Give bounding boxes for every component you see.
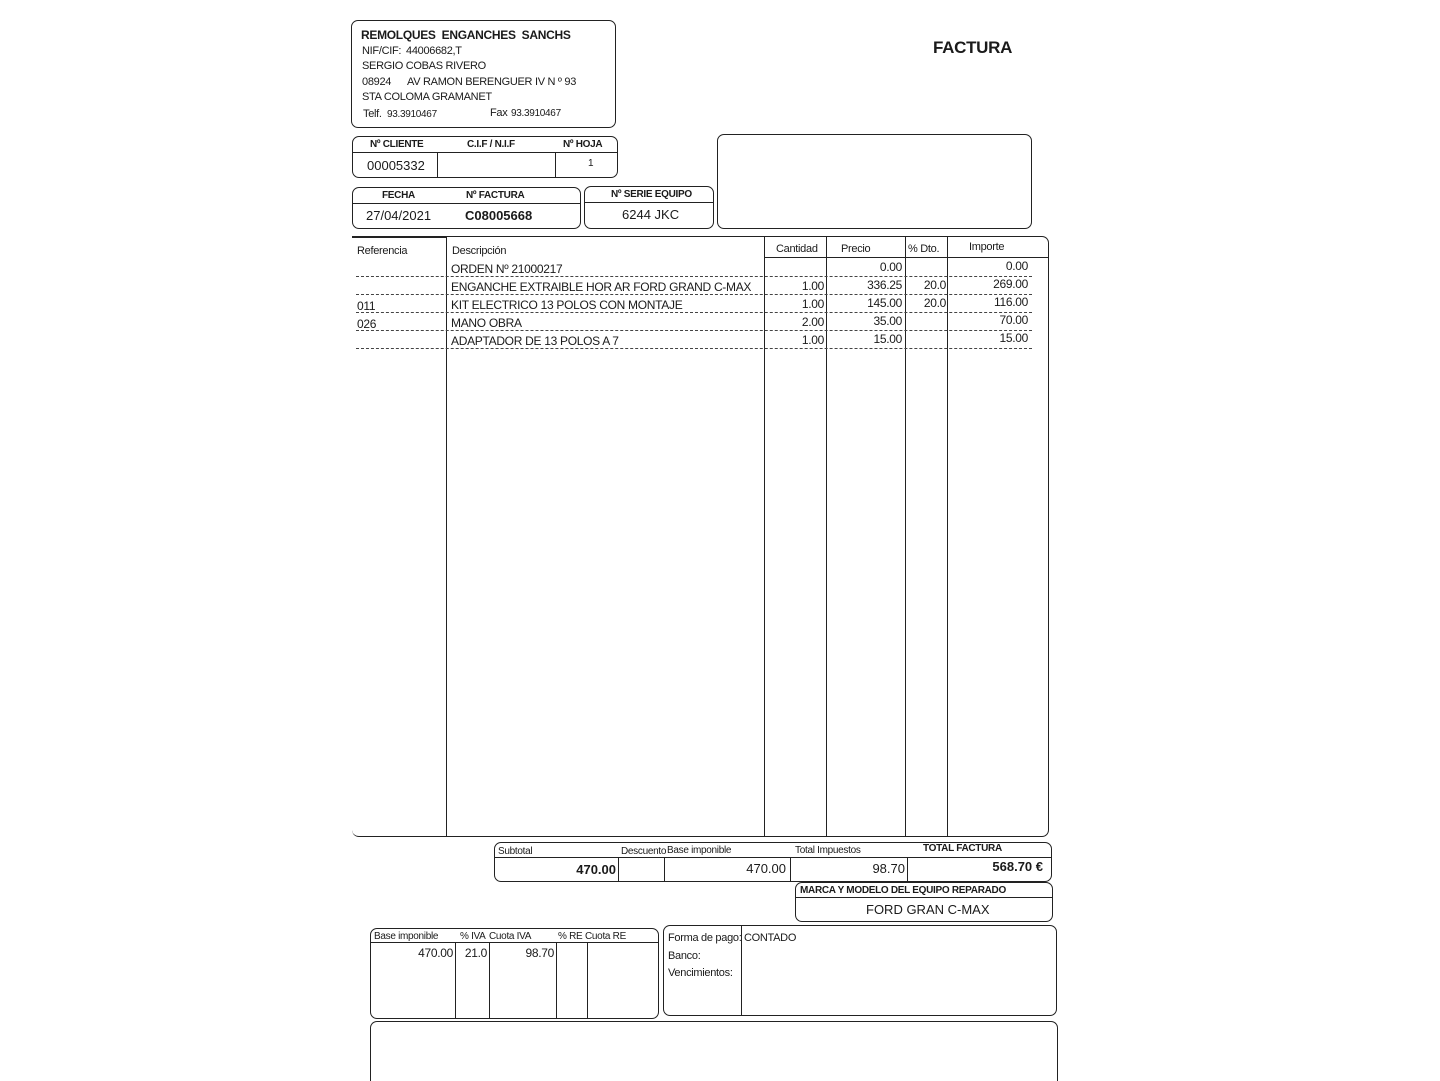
row-separator bbox=[356, 348, 1032, 349]
vat-col-line bbox=[587, 942, 588, 1018]
row-separator bbox=[356, 294, 1032, 295]
subtotal-value: 470.00 bbox=[576, 862, 616, 877]
company-postal-code: 08924 bbox=[362, 76, 392, 88]
row-price: 336.25 bbox=[867, 278, 902, 292]
total-label: TOTAL FACTURA bbox=[923, 843, 1002, 854]
row-desc: ENGANCHE EXTRAIBLE HOR AR FORD GRAND C-MAX bbox=[451, 280, 752, 294]
row-price: 15.00 bbox=[873, 332, 902, 346]
header-desc: Descripción bbox=[452, 245, 507, 257]
client-divider bbox=[353, 152, 617, 153]
totals-divider bbox=[495, 857, 1051, 858]
table-header-top bbox=[352, 237, 446, 238]
header-price: Precio bbox=[841, 243, 871, 255]
table-header-divider bbox=[764, 257, 1048, 258]
row-qty: 1.00 bbox=[801, 333, 824, 347]
row-ref: 011 bbox=[357, 299, 376, 313]
vat-divider bbox=[371, 942, 658, 943]
company-name: REMOLQUES ENGANCHES SANCHS bbox=[361, 28, 571, 42]
invoice-date: 27/04/2021 bbox=[366, 208, 432, 223]
header-ref: Referencia bbox=[357, 245, 408, 257]
totals-col-line bbox=[790, 857, 791, 881]
vat-re-amt-label: Cuota RE bbox=[585, 931, 626, 942]
total-value: 568.70 € bbox=[992, 859, 1043, 874]
model-divider bbox=[796, 897, 1052, 898]
serial-divider bbox=[585, 202, 713, 203]
company-tel-label: Telf. bbox=[363, 108, 382, 120]
client-sheet: 1 bbox=[588, 158, 594, 169]
row-price: 35.00 bbox=[873, 314, 902, 328]
vat-iva-pct-label: % IVA bbox=[460, 931, 486, 942]
payment-method-label: Forma de pago: bbox=[668, 932, 742, 944]
invoice-number: C08005668 bbox=[465, 208, 533, 223]
client-num: 00005332 bbox=[367, 158, 425, 173]
invoice-number-label: Nº FACTURA bbox=[466, 190, 525, 201]
client-num-label: Nº CLIENTE bbox=[370, 139, 424, 150]
tax-label: Total Impuestos bbox=[795, 845, 861, 856]
payment-due-label: Vencimientos: bbox=[668, 967, 733, 979]
row-separator bbox=[356, 276, 1032, 277]
header-amount: Importe bbox=[969, 241, 1005, 253]
client-sheet-label: Nº HOJA bbox=[563, 139, 603, 150]
payment-bank-label: Banco: bbox=[668, 950, 701, 962]
table-col-line bbox=[826, 237, 827, 836]
totals-col-line bbox=[907, 857, 908, 881]
totals-col-line bbox=[618, 857, 619, 881]
row-desc: KIT ELECTRICO 13 POLOS CON MONTAJE bbox=[451, 298, 683, 312]
row-disc: 20.0 bbox=[923, 278, 946, 292]
vat-iva-amt-value: 98.70 bbox=[525, 946, 554, 960]
vat-col-line bbox=[489, 942, 490, 1018]
vat-re-pct-label: % RE bbox=[558, 931, 583, 942]
row-amount: 116.00 bbox=[993, 295, 1028, 309]
row-qty: 1.00 bbox=[801, 297, 824, 311]
row-ref: 026 bbox=[357, 317, 377, 331]
table-col-line bbox=[905, 237, 906, 836]
table-col-line bbox=[764, 237, 765, 836]
client-col-line bbox=[555, 152, 556, 178]
client-cif-label: C.I.F / N.I.F bbox=[467, 139, 515, 150]
base-label: Base imponible bbox=[667, 845, 732, 856]
row-price: 0.00 bbox=[879, 260, 902, 274]
row-amount: 269.00 bbox=[993, 277, 1028, 291]
totals-col-line bbox=[664, 857, 665, 881]
vat-iva-amt-label: Cuota IVA bbox=[489, 931, 532, 942]
row-qty: 2.00 bbox=[801, 315, 824, 329]
invoice-date-label: FECHA bbox=[382, 190, 415, 201]
row-separator bbox=[356, 312, 1032, 313]
row-price: 145.00 bbox=[867, 296, 902, 310]
company-fax: 93.3910467 bbox=[511, 108, 561, 119]
row-desc: ADAPTADOR DE 13 POLOS A 7 bbox=[451, 334, 619, 348]
header-qty: Cantidad bbox=[776, 243, 818, 255]
model-label: MARCA Y MODELO DEL EQUIPO REPARADO bbox=[800, 885, 1006, 896]
row-desc: MANO OBRA bbox=[451, 316, 522, 330]
subtotal-label: Subtotal bbox=[498, 846, 533, 857]
vat-base-value: 470.00 bbox=[418, 946, 453, 960]
serial-value: 6244 JKC bbox=[622, 207, 680, 222]
table-col-line bbox=[947, 237, 948, 836]
company-nif: 44006682,T bbox=[406, 45, 462, 57]
row-qty: 1.00 bbox=[801, 279, 824, 293]
client-col-line bbox=[437, 152, 438, 178]
company-street: AV RAMON BERENGUER IV N º 93 bbox=[407, 76, 577, 88]
base-value: 470.00 bbox=[746, 861, 786, 876]
company-owner: SERGIO COBAS RIVERO bbox=[362, 60, 486, 72]
vat-col-line bbox=[455, 942, 456, 1018]
company-nif-label: NIF/CIF: bbox=[362, 45, 402, 57]
vat-iva-pct-value: 21.0 bbox=[464, 946, 487, 960]
payment-method-value: CONTADO bbox=[744, 932, 797, 944]
vat-col-line bbox=[556, 942, 557, 1018]
discount-label: Descuento bbox=[621, 846, 667, 857]
document-title: FACTURA bbox=[933, 38, 1013, 57]
vat-base-label: Base imponible bbox=[374, 931, 439, 942]
model-value: FORD GRAN C-MAX bbox=[866, 902, 990, 917]
customer-address-box bbox=[717, 134, 1032, 229]
row-separator bbox=[356, 330, 1032, 331]
header-disc: % Dto. bbox=[908, 243, 940, 255]
company-tel: 93.3910467 bbox=[387, 109, 437, 120]
serial-label: Nº SERIE EQUIPO bbox=[611, 189, 692, 200]
company-fax-label: Fax bbox=[490, 107, 508, 119]
row-amount: 70.00 bbox=[999, 313, 1028, 327]
notes-box bbox=[370, 1021, 1058, 1081]
invoice-divider bbox=[353, 203, 580, 204]
row-disc: 20.0 bbox=[923, 296, 946, 310]
row-amount: 15.00 bbox=[999, 331, 1028, 345]
tax-value: 98.70 bbox=[872, 861, 905, 876]
row-desc: ORDEN Nº 21000217 bbox=[451, 262, 563, 276]
company-city: STA COLOMA GRAMANET bbox=[362, 91, 492, 103]
table-col-line bbox=[446, 237, 447, 836]
row-amount: 0.00 bbox=[1005, 259, 1028, 273]
